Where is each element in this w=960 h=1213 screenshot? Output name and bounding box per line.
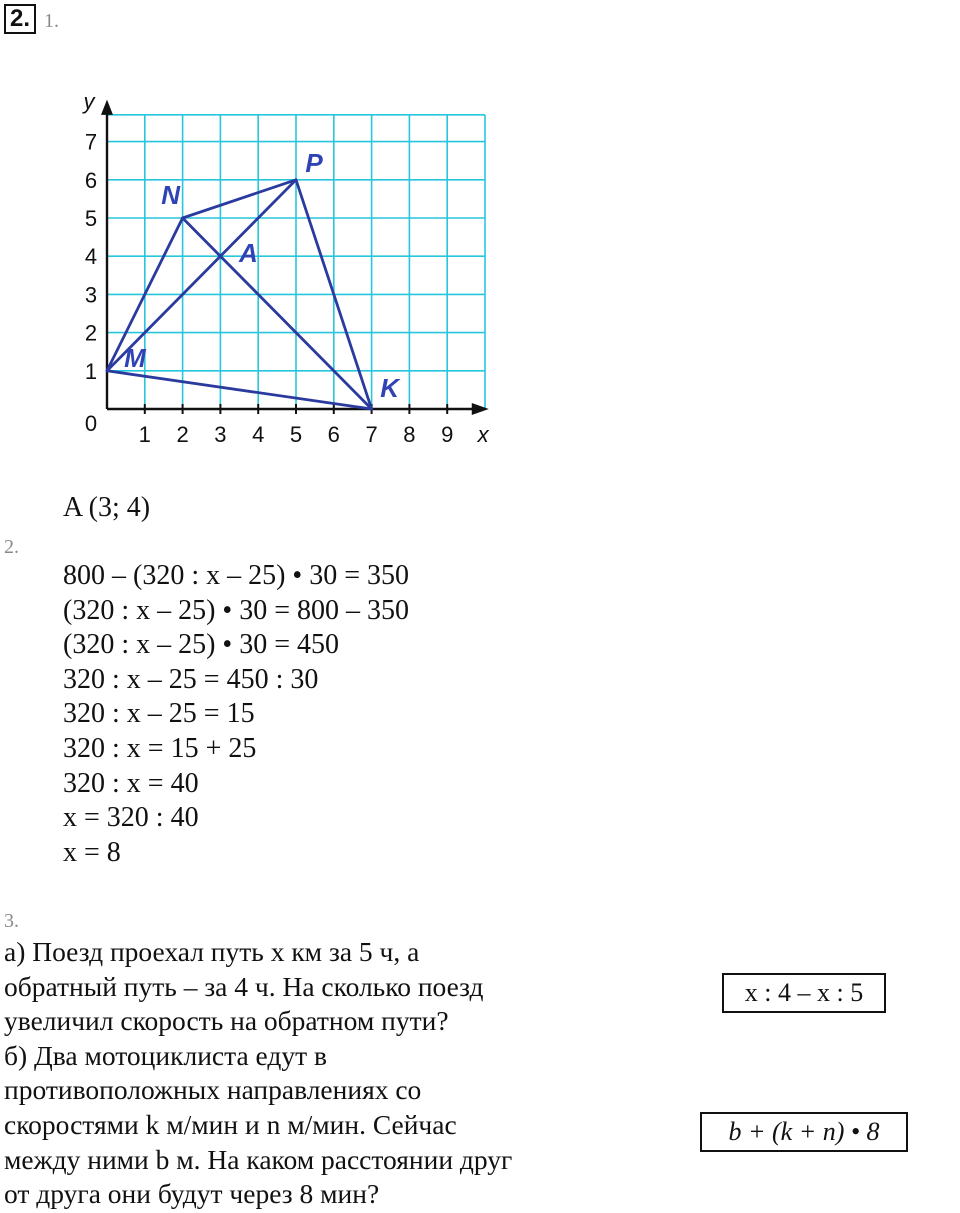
coordinate-chart [60, 92, 500, 454]
y-tick-label: 7 [84, 129, 98, 155]
x-tick-label: 1 [138, 422, 151, 447]
point-label-k: K [380, 373, 399, 403]
x-tick-label: 5 [289, 422, 303, 447]
grid [107, 115, 485, 409]
solution-line: (320 : x – 25) • 30 = 450 [63, 629, 340, 661]
solution-line: 320 : x = 40 [63, 767, 199, 799]
x-axis-arrow [472, 403, 489, 415]
solution-line: 320 : x – 25 = 15 [63, 698, 255, 730]
part-2-number: 2. [4, 536, 19, 558]
y-tick-label: 4 [84, 244, 98, 270]
part-3-number: 3. [4, 910, 19, 932]
solution-line: x = 8 [63, 836, 121, 868]
x-tick-label: 3 [214, 422, 227, 447]
x-tick-label: 9 [441, 422, 454, 447]
x-axis-label: x [477, 422, 489, 447]
point-label-n: N [161, 180, 180, 210]
segment-KM [107, 371, 372, 409]
x-tick-label: 6 [327, 422, 340, 447]
x-tick-label: 4 [252, 422, 265, 447]
problem-line: между ними b м. На каком расстоянии друг [4, 1143, 513, 1175]
x-tick-label: 7 [365, 422, 378, 447]
y-axis-arrow [101, 100, 113, 115]
solution-line: 320 : x = 15 + 25 [63, 732, 257, 764]
x-tick-label: 2 [176, 422, 189, 447]
y-tick-label: 1 [84, 358, 98, 384]
task-number: 2. [4, 4, 36, 34]
answer-point-a: A (3; 4) [63, 492, 151, 523]
solution-line: x = 320 : 40 [63, 802, 199, 834]
point-labels [124, 148, 401, 403]
problem-line: обратный путь – за 4 ч. На сколько поезд [4, 970, 484, 1002]
y-axis-label: y [83, 92, 95, 115]
x-tick-label: 0 [84, 411, 98, 436]
word-problems [4, 935, 512, 1212]
x-tick-label: 8 [403, 422, 416, 447]
answer-box-a: x : 4 – x : 5 [722, 973, 886, 1013]
point-label-p: P [305, 147, 323, 178]
equation-solution [63, 559, 409, 870]
y-tick-label: 5 [84, 206, 98, 231]
solution-line: 800 – (320 : x – 25) • 30 = 350 [63, 560, 410, 591]
tick-labels [82, 92, 490, 447]
y-tick-label: 3 [84, 282, 98, 308]
problem-line: от друга они будут через 8 мин? [4, 1178, 380, 1210]
problem-line: б) Два мотоциклиста едут в [4, 1039, 328, 1071]
problem-line: увеличил скорость на обратном пути? [4, 1005, 449, 1037]
solution-line: 320 : x – 25 = 450 : 30 [63, 663, 319, 695]
answer-box-b: b + (k + n) • 8 [700, 1112, 908, 1152]
problem-line: противоположных направлениях со [4, 1074, 422, 1106]
part-1-number: 1. [44, 10, 59, 32]
axes [101, 100, 489, 415]
solution-line: (320 : x – 25) • 30 = 800 – 350 [63, 594, 410, 626]
point-label-a: A [239, 238, 258, 269]
segment-NK [183, 218, 372, 409]
problem-line: а) Поезд проехал путь x км за 5 ч, а [4, 936, 420, 967]
problem-line: скоростями k м/мин и n м/мин. Сейчас [4, 1108, 457, 1140]
y-tick-label: 6 [84, 167, 98, 193]
y-tick-label: 2 [84, 320, 98, 346]
point-label-m: M [124, 342, 146, 373]
